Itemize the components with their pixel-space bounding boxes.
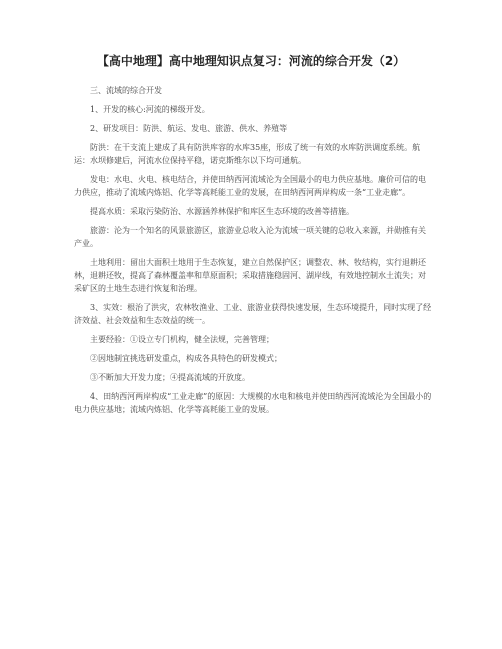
paragraph-experience-3: ③不断加大开发力度；④提高流域的开放度。 [90,373,250,382]
paragraph-industrial-corridor: 4、田纳西河两岸构成“工业走廊”的原因：大规模的水电和核电并使田纳西河流域沦为全国最小的电力供应基地；流域内炼铝、化学等高耗能工业的发展。 [74,392,432,414]
paragraph-power-generation: 发电：水电、火电、核电结合，并使田纳西河流域沦为全国最小的电力供应基地。廉价可信的电力供应，推动了流域内炼铝、化学等高耗能工业的发展，在田纳西河两岸构成一条“工业走廊”。 [74,175,426,197]
paragraph-land-use: 土地利用：留出大面积土地用于生态恢复，建立自然保护区；调整农、林、牧结构，实行退耕还林，退耕还牧，提高了森林覆盖率和草原面积；采取措施稳固河、湖岸线，有效地控制水土流失；对采矿区的土地生态进行恢复和治理。 [74,258,426,293]
section-heading: 三、流域的综合开发 [90,86,162,95]
document-title: 【高中地理】高中地理知识点复习：河流的综合开发（2） [96,54,406,68]
paragraph-results: 3、实效：根治了洪灾，农林牧渔业、工业、旅游业获得快速发展，生态环境提升，同时实现了经济效益、社会效益和生态效益的统一。 [74,303,432,325]
paragraph-development-core: 1、开发的核心:河流的梯级开发。 [90,105,210,114]
paragraph-development-items: 2、研发项目：防洪、航运、发电、旅游、供水、养殖等 [90,124,288,133]
paragraph-water-quality: 提高水质：采取污染防治、水源涵养林保护和库区生态环境的改善等措施。 [90,207,354,216]
paragraph-experience-2: ②因地制宜挑选研发重点，构成各具特色的研发模式； [90,354,282,363]
paragraph-flood-control: 防洪：在干支流上建成了具有防洪库容的水库35座，形成了统一有效的水库防洪调度系统。航运：水坝修建后，河流水位保持平稳，诺克斯维尔以下均可通航。 [74,143,421,165]
document-body [74,84,432,422]
paragraph-experience-1: 主要经验：①设立专门机构，健全法规，完善管理； [90,335,274,344]
paragraph-tourism: 旅游：沦为一个知名的风景旅游区，旅游业总收入沦为流域一项关键的总收入来源，并勋推有关产业。 [74,226,426,248]
